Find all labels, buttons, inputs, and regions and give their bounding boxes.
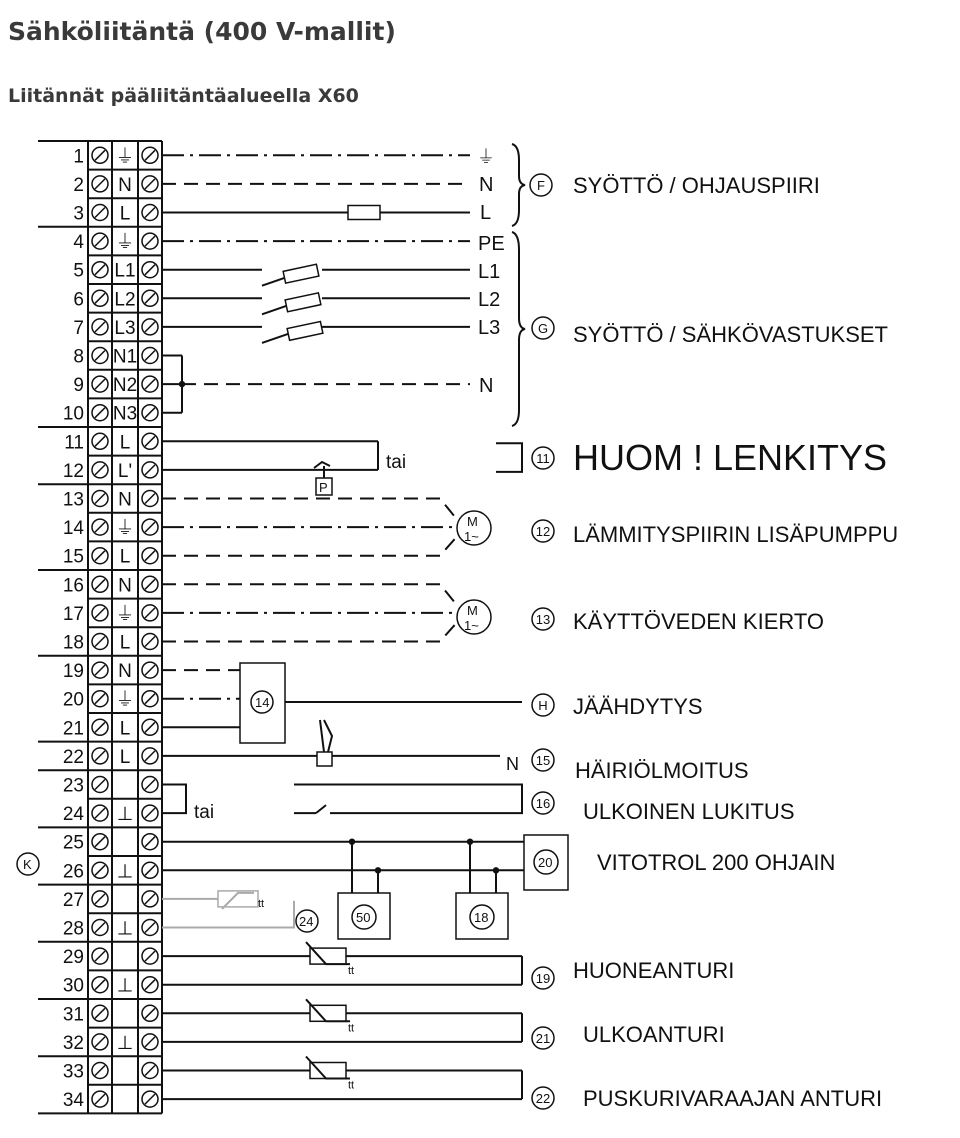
- terminal-number: 31: [62, 1004, 84, 1026]
- motor-13-m: M: [467, 603, 478, 618]
- terminal-number: 30: [62, 975, 84, 997]
- terminal-conductor-label: ⏚: [115, 603, 135, 625]
- terminal-block-x60: [38, 141, 162, 1113]
- terminal-number: 7: [73, 317, 84, 339]
- circuit-marker-22: [532, 1087, 554, 1109]
- wire: [262, 305, 288, 314]
- wire: [262, 334, 288, 343]
- terminal-screw-icon: [142, 176, 158, 192]
- module-box-14: [240, 663, 285, 743]
- brace-f: [512, 144, 525, 226]
- terminal-conductor-label: L1: [114, 260, 136, 282]
- desc-22: PUSKURIVARAAJAN ANTURI: [583, 1086, 883, 1111]
- terminal-screw-icon: [92, 491, 108, 507]
- terminal-number: 18: [62, 632, 84, 654]
- terminal-screw-icon: [92, 920, 108, 936]
- ntc-sensor-tt: tt: [348, 1079, 355, 1092]
- terminal-screw-icon: [92, 147, 108, 163]
- fuse-icon: [283, 264, 319, 283]
- terminal-number: 11: [64, 432, 84, 454]
- circuit-marker-f: [530, 174, 552, 196]
- marker-24: [296, 910, 318, 932]
- terminal-conductor-label: L3: [114, 317, 136, 339]
- wire: [162, 499, 460, 524]
- ntc-sensor-tt: tt: [348, 1022, 355, 1035]
- descriptions: [573, 173, 898, 1111]
- terminal-conductor-label: ⊥: [116, 1032, 134, 1054]
- terminal-number: 22: [62, 746, 84, 768]
- circuit-marker-16: [532, 792, 554, 814]
- circuit-marker-label: F: [537, 178, 545, 193]
- ntc-sensor-tt: tt: [348, 965, 355, 978]
- fuse-icon: [287, 321, 323, 340]
- terminal-screw-icon: [92, 977, 108, 993]
- terminal-number: 33: [62, 1061, 84, 1083]
- terminal-conductor-label: N: [118, 174, 132, 196]
- terminal-conductor-label: ⊥: [116, 975, 134, 997]
- wire: [162, 619, 460, 642]
- wire-end-l-3: L: [480, 202, 492, 224]
- terminal-screw-icon: [142, 748, 158, 764]
- circuit-marker-19: [532, 967, 554, 989]
- motor-12: [457, 511, 491, 545]
- terminal-screw-icon: [142, 376, 158, 392]
- terminal-number: 5: [73, 260, 84, 282]
- terminal-conductor-label: ⏚: [115, 689, 135, 711]
- terminal-conductor-label: ⏚: [115, 232, 135, 254]
- module-box-20: [524, 835, 568, 890]
- wire-end-pe-4: PE: [478, 233, 505, 255]
- module-box-14-label: 14: [255, 695, 270, 710]
- wire-end-l1: L1: [478, 261, 501, 283]
- desc-h: JÄÄHDYTYS: [573, 694, 703, 719]
- circuit-markers: [530, 174, 554, 1109]
- terminal-conductor-label: ⏚: [115, 146, 135, 168]
- terminal-number: 25: [62, 832, 84, 854]
- terminal-screw-icon: [92, 576, 108, 592]
- desc-f: SYÖTTÖ / OHJAUSPIIRI: [573, 173, 820, 198]
- terminal-number: 2: [73, 174, 84, 196]
- terminal-screw-icon: [92, 1063, 108, 1079]
- terminal-number: 13: [62, 489, 84, 511]
- terminal-screw-icon: [92, 205, 108, 221]
- terminal-screw-icon: [92, 405, 108, 421]
- terminal-number: 17: [62, 603, 84, 625]
- terminal-screw-icon: [142, 719, 158, 735]
- tai-label-2: tai: [194, 802, 215, 823]
- terminal-screw-icon: [92, 719, 108, 735]
- terminal-screw-icon: [92, 605, 108, 621]
- terminal-screw-icon: [142, 834, 158, 850]
- circuit-marker-label: 22: [535, 1091, 551, 1106]
- terminal-conductor-label: N: [118, 489, 132, 511]
- terminal-conductor-label: ⊥: [116, 861, 134, 883]
- terminal-number: 28: [62, 918, 84, 940]
- terminal-conductor-label: L': [117, 460, 133, 482]
- marker-24-label: 24: [299, 914, 314, 929]
- terminal-number: 34: [62, 1090, 84, 1112]
- terminal-screw-icon: [92, 862, 108, 878]
- ntc-sensor-symbol: [310, 1005, 346, 1021]
- terminal-number: 21: [62, 718, 84, 740]
- wire-end-labels: [477, 147, 505, 397]
- terminal-conductor-label: N: [118, 661, 132, 683]
- terminal-conductor-label: N: [118, 575, 132, 597]
- ntc-sensor-symbol: [310, 1063, 346, 1079]
- terminal-screw-icon: [142, 290, 158, 306]
- terminal-screw-icon: [92, 948, 108, 964]
- terminal-screw-icon: [142, 205, 158, 221]
- page-title: Sähköliitäntä (400 V-mallit): [8, 17, 396, 46]
- terminal-screw-icon: [142, 948, 158, 964]
- terminal-screw-icon: [142, 233, 158, 249]
- circuit-marker-label: 19: [535, 971, 551, 986]
- terminal-screw-icon: [92, 1034, 108, 1050]
- terminal-number: 19: [62, 661, 84, 683]
- terminal-number: 27: [62, 889, 84, 911]
- circuit-marker-label: 16: [535, 796, 551, 811]
- circuit-marker-13: [532, 608, 554, 630]
- terminal-screw-icon: [142, 662, 158, 678]
- terminal-number: 3: [73, 203, 84, 225]
- marker-k: [17, 853, 39, 875]
- terminal-screw-icon: [92, 433, 108, 449]
- terminal-screw-icon: [92, 233, 108, 249]
- circuit-marker-label: 15: [535, 753, 551, 768]
- terminal-screw-icon: [92, 777, 108, 793]
- terminal-screw-icon: [92, 376, 108, 392]
- terminal-conductor-label: N2: [112, 375, 138, 397]
- tai-label-1: tai: [386, 452, 407, 473]
- terminal-number: 10: [62, 403, 84, 425]
- terminal-number: 6: [73, 289, 84, 311]
- circuit-marker-12: [532, 520, 554, 542]
- terminal-screw-icon: [142, 891, 158, 907]
- module-box-18: [456, 893, 508, 939]
- brace-g: [512, 232, 525, 426]
- terminal-number: 32: [62, 1032, 84, 1054]
- wire: [316, 805, 326, 813]
- circuit-marker-label: 21: [535, 1031, 551, 1046]
- motor-12-m: M: [467, 514, 478, 529]
- terminal-screw-icon: [92, 662, 108, 678]
- motor-13-phase: 1~: [464, 618, 479, 633]
- terminal-number: 4: [73, 232, 84, 254]
- terminal-screw-icon: [92, 891, 108, 907]
- desc-g: SYÖTTÖ / SÄHKÖVASTUKSET: [573, 322, 888, 347]
- sensor-24-tt: tt: [258, 897, 265, 910]
- wire: [496, 443, 522, 472]
- terminal-screw-icon: [142, 576, 158, 592]
- wire-end-n-fault: N: [506, 754, 519, 774]
- circuit-marker-label: 11: [536, 451, 550, 466]
- wire-end-l3: L3: [478, 317, 501, 339]
- desc-16: ULKOINEN LUKITUS: [583, 799, 795, 824]
- terminal-screw-icon: [142, 805, 158, 821]
- terminal-screw-icon: [142, 491, 158, 507]
- terminal-number: 1: [73, 146, 84, 168]
- terminal-conductor-label: L: [119, 432, 131, 454]
- terminal-number: 26: [62, 861, 84, 883]
- circuit-marker-label: 13: [535, 612, 551, 627]
- terminal-screw-icon: [142, 920, 158, 936]
- section-subtitle: Liitännät pääliitäntäalueella X60: [8, 85, 359, 107]
- wire-end-pe-1: ⏚: [477, 147, 495, 167]
- terminal-conductor-label: ⊥: [116, 804, 134, 826]
- terminal-conductor-label: N1: [112, 346, 138, 368]
- terminal-screw-icon: [142, 605, 158, 621]
- terminal-screw-icon: [142, 548, 158, 564]
- motor-13: [457, 600, 491, 634]
- terminal-conductor-label: L: [119, 718, 131, 740]
- circuit-marker-g: [532, 317, 554, 339]
- wire: [162, 584, 460, 609]
- desc-13: KÄYTTÖVEDEN KIERTO: [573, 609, 825, 634]
- circuit-marker-h: [532, 694, 554, 716]
- wire: [294, 785, 522, 814]
- terminal-screw-icon: [142, 1005, 158, 1021]
- terminal-screw-icon: [142, 348, 158, 364]
- terminal-screw-icon: [142, 1091, 158, 1107]
- fuse-icon: [348, 206, 380, 220]
- module-box-50: [338, 893, 390, 939]
- terminal-number: 23: [62, 775, 84, 797]
- terminal-screw-icon: [142, 462, 158, 478]
- terminal-screw-icon: [92, 805, 108, 821]
- terminal-number: 9: [73, 375, 84, 397]
- terminal-screw-icon: [92, 634, 108, 650]
- wire-end-l2: L2: [478, 289, 501, 311]
- ntc-sensor-symbol: [310, 948, 346, 964]
- circuit-marker-label: H: [538, 698, 548, 713]
- module-box-20-label: 20: [538, 855, 553, 870]
- terminal-number: 12: [62, 460, 84, 482]
- terminal-number: 16: [62, 575, 84, 597]
- terminal-conductor-label: L: [119, 746, 131, 768]
- terminal-screw-icon: [142, 1063, 158, 1079]
- terminal-number: 15: [62, 546, 84, 568]
- pressure-switch: [314, 462, 332, 495]
- desc-20: VITOTROL 200 OHJAIN: [597, 850, 836, 875]
- terminal-number: 8: [73, 346, 84, 368]
- terminal-screw-icon: [142, 977, 158, 993]
- terminal-screw-icon: [142, 433, 158, 449]
- fault-signal-lamp: [317, 720, 332, 766]
- terminal-screw-icon: [92, 748, 108, 764]
- terminal-screw-icon: [92, 834, 108, 850]
- temperature-sensors: [162, 942, 522, 1099]
- desc-15: HÄIRIÖLMOITUS: [575, 758, 749, 783]
- terminal-conductor-label: L2: [114, 289, 136, 311]
- module-box-18-label: 18: [474, 910, 489, 925]
- terminal-screw-icon: [142, 262, 158, 278]
- terminal-conductor-label: ⏚: [115, 518, 135, 540]
- wire: [162, 785, 186, 814]
- desc-12: LÄMMITYSPIIRIN LISÄPUMPPU: [573, 522, 899, 547]
- circuit-marker-label: 12: [535, 524, 551, 539]
- terminal-screw-icon: [142, 777, 158, 793]
- terminal-number: 29: [62, 947, 84, 969]
- terminal-screw-icon: [92, 462, 108, 478]
- terminal-screw-icon: [92, 519, 108, 535]
- terminal-screw-icon: [92, 290, 108, 306]
- terminal-screw-icon: [92, 1005, 108, 1021]
- terminal-screw-icon: [142, 634, 158, 650]
- terminal-conductor-label: N3: [112, 403, 138, 425]
- wire-end-n-2: N: [479, 174, 494, 196]
- terminal-conductor-label: L: [119, 203, 131, 225]
- terminal-number: 20: [62, 689, 84, 711]
- motor-12-phase: 1~: [464, 529, 479, 544]
- terminal-screw-icon: [92, 548, 108, 564]
- terminal-screw-icon: [92, 319, 108, 335]
- terminal-screw-icon: [142, 1034, 158, 1050]
- terminal-screw-icon: [92, 691, 108, 707]
- terminal-conductor-label: L: [119, 546, 131, 568]
- fuse-icon: [285, 293, 321, 312]
- terminal-conductor-label: L: [119, 632, 131, 654]
- terminal-screw-icon: [142, 519, 158, 535]
- terminal-screw-icon: [142, 691, 158, 707]
- terminal-screw-icon: [92, 176, 108, 192]
- circuit-marker-label: G: [537, 321, 549, 336]
- terminal-screw-icon: [92, 348, 108, 364]
- terminal-number: 24: [62, 804, 84, 826]
- wire-end-n-neutral: N: [479, 375, 494, 397]
- terminal-number: 14: [62, 518, 84, 540]
- module-box-50-label: 50: [356, 910, 371, 925]
- terminal-screw-icon: [142, 319, 158, 335]
- circuit-marker-11: [532, 447, 554, 469]
- wire: [162, 533, 460, 556]
- terminal-conductor-label: ⊥: [116, 918, 134, 940]
- desc-11: HUOM ! LENKITYS: [573, 437, 888, 478]
- marker-k-label: K: [23, 857, 32, 872]
- pressure-switch-label: P: [319, 480, 328, 495]
- desc-19: HUONEANTURI: [573, 958, 735, 983]
- terminal-screw-icon: [142, 405, 158, 421]
- terminal-screw-icon: [142, 147, 158, 163]
- desc-21: ULKOANTURI: [583, 1022, 725, 1047]
- circuit-marker-15: [532, 749, 554, 771]
- terminal-screw-icon: [92, 262, 108, 278]
- terminal-screw-icon: [142, 862, 158, 878]
- circuit-marker-21: [532, 1027, 554, 1049]
- terminal-screw-icon: [92, 1091, 108, 1107]
